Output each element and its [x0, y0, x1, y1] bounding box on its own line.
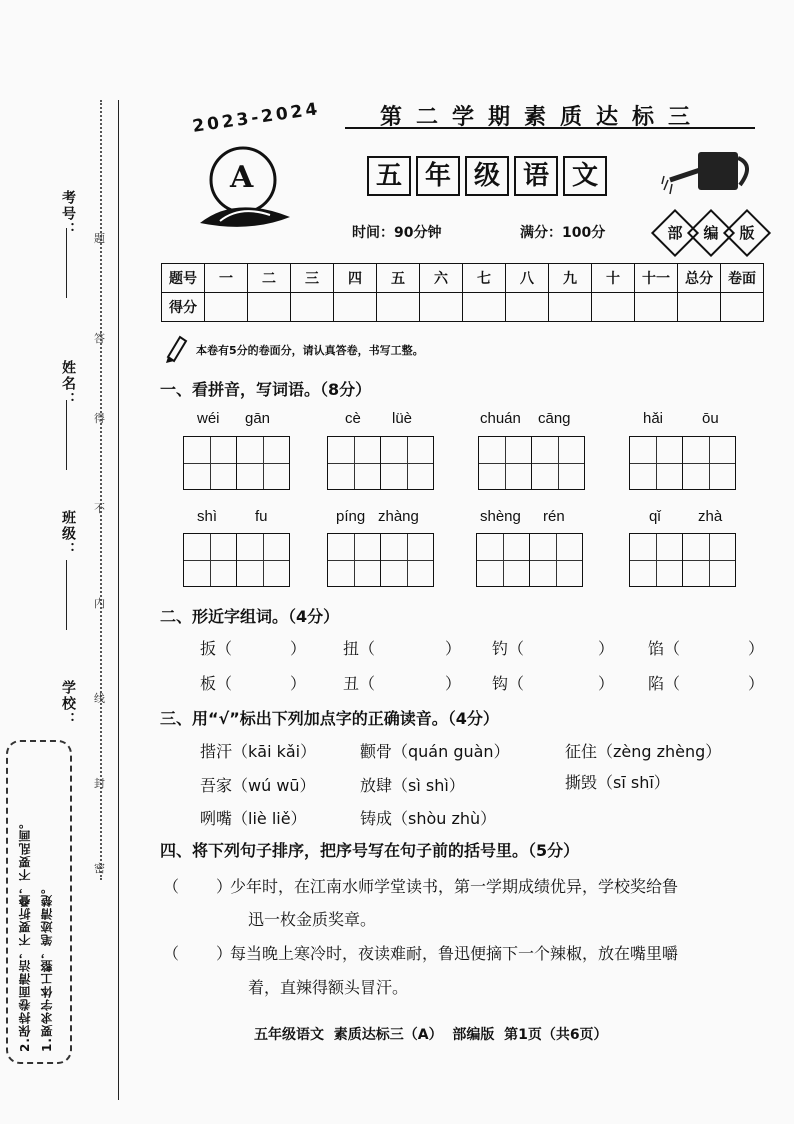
score-input-cell[interactable] [463, 293, 506, 322]
seal-char: 内 [94, 597, 105, 610]
table-cell: 十 [592, 264, 635, 293]
table-cell: 四 [334, 264, 377, 293]
score-input-cell[interactable] [506, 293, 549, 322]
q4-sentence-2-cont: 着，直辣得额头冒汗。 [248, 978, 409, 997]
q2-blank-close[interactable]: ） [598, 674, 615, 693]
writing-grid[interactable] [629, 436, 736, 490]
class-label: 班级： [60, 510, 76, 558]
q2-word: 板（ [200, 674, 233, 693]
q2-blank-close[interactable]: ） [748, 674, 765, 693]
q2-word: 钓（ [492, 639, 525, 658]
title-char: 年 [416, 156, 460, 196]
title-char: 级 [465, 156, 509, 196]
writing-grid[interactable] [327, 533, 434, 587]
seal-char: 题 [94, 232, 105, 245]
q4-sentence-2: 每当晚上寒冷时，夜读难耐，鲁迅便摘下一个辣椒，放在嘴里嚼 [230, 944, 679, 963]
table-row [162, 264, 764, 293]
q4-sentence-1: 少年时，在江南水师学堂读书，第一学期成绩优异，学校奖给鲁 [230, 877, 679, 896]
q3-item[interactable]: 咧嘴（liè liě） [200, 809, 307, 828]
edition-stamp: 部 [651, 209, 699, 257]
score-input-cell[interactable] [420, 293, 463, 322]
note-1: 1.要求字体工整，笔迹清楚。 [40, 881, 54, 1052]
writing-grid[interactable] [629, 533, 736, 587]
q2-blank-close[interactable]: ） [445, 639, 462, 658]
edition-stamp: 编 [687, 209, 735, 257]
q3-item[interactable]: 铸成（shòu zhù） [360, 809, 497, 828]
q4-bracket-open[interactable]: （ [163, 877, 180, 896]
q2-blank-close[interactable]: ） [445, 674, 462, 693]
pencil-icon [162, 333, 188, 363]
table-cell: 八 [506, 264, 549, 293]
pinyin: shèng [480, 508, 521, 525]
pinyin: píng [336, 508, 366, 525]
seal-char: 封 [94, 777, 105, 790]
grade-letter: A [230, 160, 254, 195]
pinyin: fu [255, 508, 268, 525]
edition-stamp: 版 [723, 209, 771, 257]
name-line [66, 400, 67, 470]
q2-word: 陷（ [648, 674, 681, 693]
q3-title: 三、用“√”标出下列加点字的正确读音。（4分） [160, 709, 499, 728]
table-cell: 题号 [162, 264, 205, 293]
q2-title: 二、形近字组词。（4分） [160, 607, 340, 626]
table-cell: 五 [377, 264, 420, 293]
q3-item[interactable]: 吾家（wú wū） [200, 776, 316, 795]
score-input-cell[interactable] [592, 293, 635, 322]
writing-grid[interactable] [476, 533, 583, 587]
table-cell: 九 [549, 264, 592, 293]
time-label: 时间：90分钟 [352, 225, 442, 241]
title-char: 语 [514, 156, 558, 196]
score-input-cell[interactable] [678, 293, 721, 322]
notes-box [6, 740, 72, 1064]
pinyin: zhàng [378, 508, 419, 525]
year-label: 2023-2024 [191, 99, 322, 137]
q4-bracket-close[interactable]: ） [216, 877, 233, 896]
seal-char: 密 [94, 862, 105, 875]
pinyin: lüè [392, 410, 413, 427]
seal-char: 线 [94, 692, 105, 705]
subtitle: 第二学期素质达标三 [380, 104, 705, 130]
q2-blank-close[interactable]: ） [290, 639, 307, 658]
pinyin: cāng [538, 410, 571, 427]
score-input-cell[interactable] [549, 293, 592, 322]
table-cell: 二 [248, 264, 291, 293]
title-char: 文 [563, 156, 607, 196]
seal-char: 不 [94, 502, 105, 515]
table-row [162, 293, 764, 322]
pinyin: cè [345, 410, 361, 427]
score-input-cell[interactable] [205, 293, 248, 322]
q4-sentence-1-cont: 迅一枚金质奖章。 [248, 910, 377, 929]
writing-grid[interactable] [327, 436, 434, 490]
score-input-cell[interactable] [377, 293, 420, 322]
score-input-cell[interactable] [721, 293, 764, 322]
seal-char: 答 [94, 332, 105, 345]
pinyin: zhà [698, 508, 723, 525]
q3-item[interactable]: 放肆（sì shì） [360, 776, 465, 795]
writing-grid[interactable] [183, 533, 290, 587]
full-score-label: 满分：100分 [520, 225, 606, 241]
table-cell: 得分 [162, 293, 205, 322]
table-cell: 七 [463, 264, 506, 293]
watering-can-icon [660, 140, 760, 200]
q3-item[interactable]: 撕毁（sī shī） [565, 773, 670, 792]
q4-title: 四、将下列句子排序，把序号写在句子前的括号里。（5分） [160, 841, 580, 860]
pinyin: wéi [197, 410, 220, 427]
page-footer: 五年级语文 素质达标三（A） 部编版 第1页（共6页） [254, 1027, 608, 1043]
pinyin: gān [245, 410, 271, 427]
binding-rule [118, 100, 119, 1100]
q2-word: 扳（ [200, 639, 233, 658]
table-cell: 一 [205, 264, 248, 293]
table-cell: 三 [291, 264, 334, 293]
pinyin: chuán [480, 410, 521, 427]
note-2: 2.保持卷面清洁，不要折叠，不要乱画。 [18, 816, 32, 1052]
table-cell: 卷面 [721, 264, 764, 293]
q4-bracket-close[interactable]: ） [216, 944, 233, 963]
q2-blank-close[interactable]: ） [290, 674, 307, 693]
pinyin: qǐ [649, 508, 661, 525]
score-input-cell[interactable] [248, 293, 291, 322]
score-table [161, 263, 764, 322]
q4-bracket-open[interactable]: （ [163, 944, 180, 963]
score-input-cell[interactable] [334, 293, 377, 322]
q3-item[interactable]: 揩汗（kāi kǎi） [200, 742, 317, 761]
name-label: 姓名： [60, 360, 76, 408]
seal-char: 得 [94, 412, 105, 425]
q2-word: 扭（ [343, 639, 376, 658]
table-cell: 总分 [678, 264, 721, 293]
score-input-cell[interactable] [291, 293, 334, 322]
pinyin: ōu [702, 410, 719, 427]
exam-no-label: 考号： [60, 190, 76, 238]
q3-item[interactable]: 征住（zèng zhèng） [565, 742, 722, 761]
writing-grid[interactable] [478, 436, 585, 490]
q3-item[interactable]: 颧骨（quán guàn） [360, 742, 510, 761]
tip-text: 本卷有5分的卷面分，请认真答卷，书写工整。 [196, 344, 424, 357]
pinyin: rén [543, 508, 565, 525]
school-label: 学校： [60, 680, 76, 728]
exam-no-line [66, 228, 67, 298]
q2-blank-close[interactable]: ） [598, 639, 615, 658]
pinyin: hǎi [643, 410, 664, 427]
pinyin: shì [197, 508, 218, 525]
q2-word: 钩（ [492, 674, 525, 693]
score-input-cell[interactable] [635, 293, 678, 322]
q1-title: 一、看拼音，写词语。（8分） [160, 380, 372, 399]
table-cell: 十一 [635, 264, 678, 293]
table-cell: 六 [420, 264, 463, 293]
class-line [66, 560, 67, 630]
writing-grid[interactable] [183, 436, 290, 490]
title-char: 五 [367, 156, 411, 196]
q2-blank-close[interactable]: ） [748, 639, 765, 658]
seal-line [100, 100, 102, 880]
q2-word: 馅（ [648, 639, 681, 658]
q2-word: 丑（ [343, 674, 376, 693]
